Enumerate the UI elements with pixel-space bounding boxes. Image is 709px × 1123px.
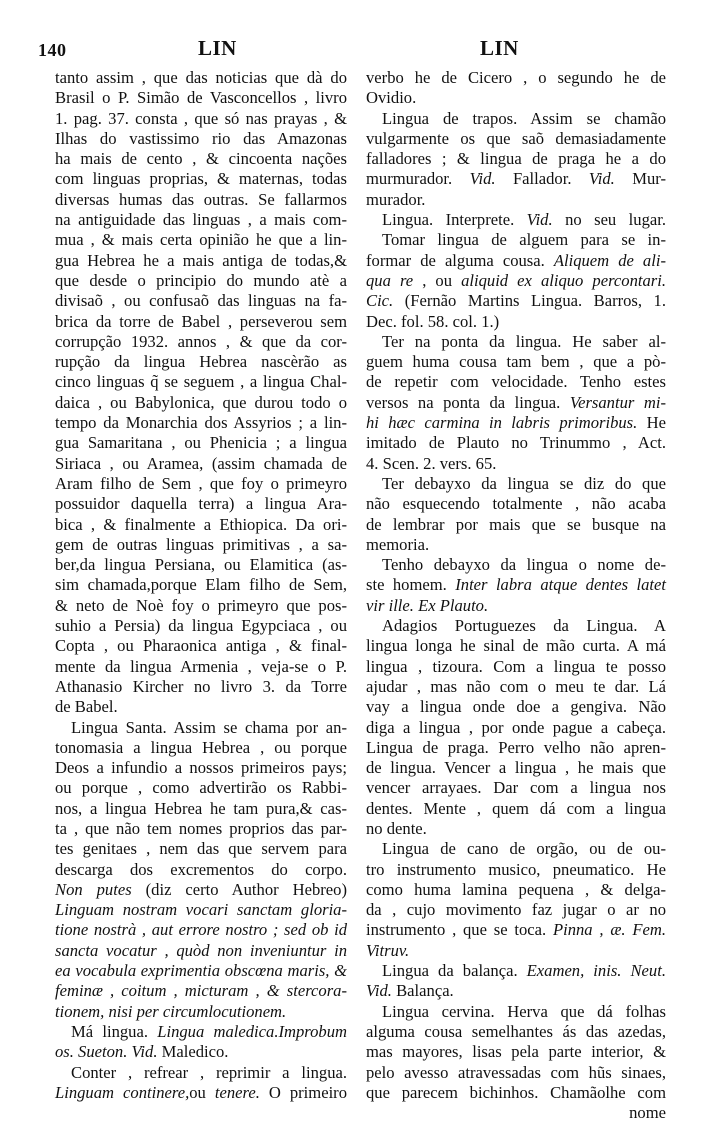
text-line: Copta , ou Pharaonica antiga , & final- — [55, 636, 347, 656]
text-span: Balança. — [391, 981, 454, 1001]
italic-latin-text: Linguam continere, — [55, 1082, 190, 1102]
text-line — [366, 981, 666, 1001]
italic-latin-text: Examen, inis. Neut. — [526, 961, 666, 981]
text-line — [55, 1002, 347, 1022]
text-span: ste homem. — [366, 575, 456, 595]
italic-latin-text: Inter labra atque dentes latet — [455, 575, 666, 595]
italic-latin-text: feminæ , coitum , micturam , & stercora- — [55, 981, 347, 1001]
text-line: falladores ; & lingua de praga he a do — [366, 149, 666, 169]
text-line — [55, 1083, 347, 1103]
text-line: brica da torre de Babel , perseverou sem — [55, 311, 347, 331]
text-line: Lingua de praga. Perro velho não apren- — [366, 737, 666, 757]
text-line — [366, 413, 666, 433]
text-line: Lingua de cano de orgão, ou de ou- — [382, 839, 666, 859]
text-line: Ter debayxo da lingua se diz do que — [382, 473, 666, 493]
text-line — [55, 1022, 347, 1042]
text-line — [366, 941, 666, 961]
text-line: Conter , refrear , reprimir a lingua. — [71, 1062, 347, 1082]
text-line: 1. pag. 37. consta , que só nas prayas , & — [55, 108, 347, 128]
text-line — [366, 393, 666, 413]
text-line: mua , & mais certa opinião he que a lin- — [55, 230, 347, 250]
text-line: Lingua cervina. Herva que dá folhas — [382, 1001, 666, 1021]
text-line — [55, 920, 347, 940]
text-span: Fallador. — [495, 169, 589, 189]
text-line — [55, 900, 347, 920]
text-line — [366, 251, 666, 271]
page-number: 140 — [38, 40, 67, 60]
text-line: Lingua Santa. Assim se chama por an- — [71, 717, 347, 737]
text-line: Deos a infundio a nossos primeiros pays; — [55, 758, 347, 778]
text-line: tro instrumento musico, pneumatico. He — [366, 859, 666, 879]
text-span: Maledico. — [157, 1042, 229, 1062]
text-line: de Babel. — [55, 697, 118, 717]
text-line: pelo avesso atravessadas com hũs sinaes, — [366, 1062, 666, 1082]
text-line — [366, 210, 666, 230]
italic-latin-text: Vid. — [366, 981, 392, 1001]
text-line — [366, 596, 666, 616]
text-span: (Fernão Martins Lingua. Barros, 1. — [393, 291, 666, 311]
text-line: gem de outras linguas primitivas , a sa- — [55, 534, 347, 554]
text-line: descarga dos excrementos do corpo. — [55, 859, 347, 879]
italic-latin-text: qua re — [366, 270, 414, 290]
text-line: como huma lamina pequena , & delga- — [366, 879, 666, 899]
text-span: , ou — [413, 270, 462, 290]
text-line: bica , & finalmente a Ethiopica. Da ori- — [55, 514, 347, 534]
text-line: nome — [629, 1103, 666, 1123]
text-span: Lingua da balança. — [382, 961, 527, 981]
text-line: Adagios Portuguezes da Lingua. A — [382, 616, 666, 636]
text-span: murmurador. — [366, 169, 470, 189]
text-line: Ilhas do vastissimo rio das Amazonas — [55, 128, 347, 148]
italic-latin-text: tione nostrà , aut errore nostro ; sed ob id — [55, 920, 347, 940]
text-line — [55, 981, 347, 1001]
text-line: suhio a Persia) da lingua Egypciaca , ou — [55, 616, 347, 636]
running-head-right: LIN — [480, 36, 519, 60]
text-line: gua Hebrea he a mais antiga de todas,& — [55, 250, 347, 270]
text-line: daica , ou Babylonica, que durou todo o — [55, 392, 347, 412]
text-line: tempo da Monarchia dos Assyrios ; a lin- — [55, 413, 347, 433]
text-line: murador. — [366, 189, 426, 209]
text-line: alguma cousa semelhantes ás das azedas, — [366, 1021, 666, 1041]
text-line: ou porque , como advertirão os Rabbi- — [55, 778, 347, 798]
text-line: Ovidio. — [366, 88, 417, 108]
text-line: mas mayores, lisas pela parte interior, & — [366, 1042, 666, 1062]
left-column — [55, 68, 347, 1103]
text-span: no seu lugar. — [552, 210, 666, 230]
right-column — [366, 68, 666, 1123]
text-line: vencer arrayaes. Dar com a lingua nos — [366, 778, 666, 798]
italic-latin-text: Cic. — [366, 291, 394, 311]
text-line: Brasil o P. Simão de Vasconcellos , livro — [55, 88, 347, 108]
italic-latin-text: aliquid ex aliquo percontari. — [461, 270, 666, 290]
italic-latin-text: hi hæc carmina in labris primoribus. — [366, 413, 638, 433]
italic-latin-text: Aliquem de ali- — [553, 250, 666, 270]
text-span: (diz certo Author Hebreo) — [131, 879, 347, 899]
text-line: verbo he de Cicero , o segundo he de — [366, 68, 666, 87]
text-line — [55, 880, 347, 900]
text-line: rupção da lingua Hebrea nascèrão as — [55, 352, 347, 372]
text-line: lingua , tizoura. Com a lingua te posso — [366, 656, 666, 676]
text-line: nos, a lingua Hebrea he tam pura,& cas- — [55, 798, 347, 818]
italic-latin-text: Vitruv. — [366, 940, 410, 960]
text-line: & neto de Noè foy o primeyro que pos- — [55, 595, 347, 615]
text-line: Athanasio Kircher no livro 3. da Torre — [55, 676, 347, 696]
text-line: Tomar lingua de alguem para se in- — [382, 230, 666, 250]
italic-latin-text: tionem, nisi per circumlocutionem. — [55, 1001, 287, 1021]
text-line: memoria. — [366, 534, 430, 554]
text-line: de repetir com velocidade. Tenho estes — [366, 372, 666, 392]
text-line: Lingua de trapos. Assim se chamão — [382, 108, 666, 128]
text-line: possuidor daquella terra) a lingua Ara- — [55, 494, 347, 514]
text-line: diga a lingua , por onde pague a cabeça. — [366, 717, 666, 737]
running-head-left: LIN — [198, 36, 237, 60]
text-line — [366, 291, 666, 311]
text-line: guem huma cousa tam bem , que a pò- — [366, 352, 666, 372]
text-line — [366, 920, 666, 940]
italic-latin-text: Versantur mi- — [569, 392, 666, 412]
italic-latin-text: sancta vocatur , quòd non inveniuntur in — [55, 940, 347, 960]
text-line — [55, 1042, 347, 1062]
italic-latin-text: Non putes — [55, 879, 132, 899]
text-line: não esquecendo totalmente , não acaba — [366, 494, 666, 514]
italic-latin-text: Vid. — [469, 169, 496, 189]
text-line: corrupção 1932. annos , & que da cor- — [55, 331, 347, 351]
italic-latin-text: tenere. — [214, 1082, 260, 1102]
text-line: ajudar , mas não com o meu te dar. Lá — [366, 676, 666, 696]
text-line — [55, 961, 347, 981]
text-span: instrumento , que se toca. — [366, 920, 553, 940]
text-line: diversas humas das outras. Se fallarmos — [55, 189, 347, 209]
text-line: tonomasia a lingua Hebrea , ou porque — [55, 737, 347, 757]
text-line: sim chamada,porque Elam filho de Sem, — [55, 575, 347, 595]
text-line: ta , que não tem nomes proprios das par- — [55, 818, 347, 838]
text-line — [366, 169, 666, 189]
text-line: Siriaca , ou Aramea, (assim chamada de — [55, 453, 347, 473]
text-line: da , cujo movimento faz jugar o ar no — [366, 900, 666, 920]
text-line: Ter na ponta da lingua. He saber al- — [382, 331, 666, 351]
text-span: O primeiro — [259, 1082, 347, 1102]
italic-latin-text: Linguam nostram vocari sanctam gloria- — [55, 900, 347, 920]
text-line — [366, 575, 666, 595]
text-span: formar de alguma cousa. — [366, 250, 554, 270]
text-line: tanto assim , que das noticias que dà do — [55, 68, 347, 87]
text-line: divisaõ , ou confusaõ das linguas na fa- — [55, 291, 347, 311]
text-line — [55, 941, 347, 961]
text-line: na antiguidade das linguas , a mais com- — [55, 210, 347, 230]
italic-latin-text: os. Sueton. Vid. — [55, 1042, 158, 1062]
text-line: Aram filho de Sem , que foy o primeyro — [55, 473, 347, 493]
italic-latin-text: Vid. — [526, 210, 553, 230]
text-line: Tenho debayxo da lingua o nome de- — [382, 555, 666, 575]
text-line: gua Samaritana , ou Phenicia ; a lingua — [55, 433, 347, 453]
text-span: Lingua. Interprete. — [382, 210, 527, 230]
text-line — [366, 961, 666, 981]
text-line — [366, 271, 666, 291]
text-span: ou — [189, 1082, 215, 1102]
text-line: ber,da lingua Persiana, ou Elamitica (as- — [55, 555, 347, 575]
text-line: lingua longa he sinal de mão curta. A má — [366, 636, 666, 656]
italic-latin-text: Vid. — [588, 169, 615, 189]
text-line: com linguas proprias, & maternas, todas — [55, 169, 347, 189]
italic-latin-text: Pinna , æ. Fem. — [552, 920, 666, 940]
italic-latin-text: Lingua maledica.Improbum — [157, 1021, 347, 1041]
italic-latin-text: ea vocabula exprimentia obscœna maris, & — [55, 961, 347, 981]
italic-latin-text: vir ille. Ex Plauto. — [366, 595, 489, 615]
text-line: dentes. Mente , quem dá com a lingua — [366, 798, 666, 818]
text-span: He — [637, 413, 666, 433]
text-line: 4. Scen. 2. vers. 65. — [366, 453, 497, 473]
text-line: imitado de Plauto no Trinummo , Act. — [366, 433, 666, 453]
text-line: que desde o principio do mundo atè a — [55, 270, 347, 290]
text-line: tes genitaes , nem das que servem para — [55, 839, 347, 859]
text-line: vay a lingua onde doe a gengiva. Não — [366, 697, 666, 717]
text-line: no dente. — [366, 818, 427, 838]
text-line: que parecem bichinhos. Chamãolhe com — [366, 1082, 666, 1102]
text-span: versos na ponta da lingua. — [366, 392, 570, 412]
text-line: vulgarmente os que saõ demasiadamente — [366, 128, 666, 148]
text-line: ha mais de cento , & cincoenta nações — [55, 149, 347, 169]
text-line: de lingua. Vencer a lingua , he mais que — [366, 758, 666, 778]
text-span: Má lingua. — [71, 1021, 158, 1041]
text-line: Dec. fol. 58. col. 1.) — [366, 311, 500, 331]
text-line: de lembrar por mais que se busque na — [366, 514, 666, 534]
text-line: mente da lingua Armenia , veja-se o P. — [55, 656, 347, 676]
text-line: cinco linguas q̃ se seguem , a lingua Chal- — [55, 372, 347, 392]
text-span: Mur- — [614, 169, 667, 189]
